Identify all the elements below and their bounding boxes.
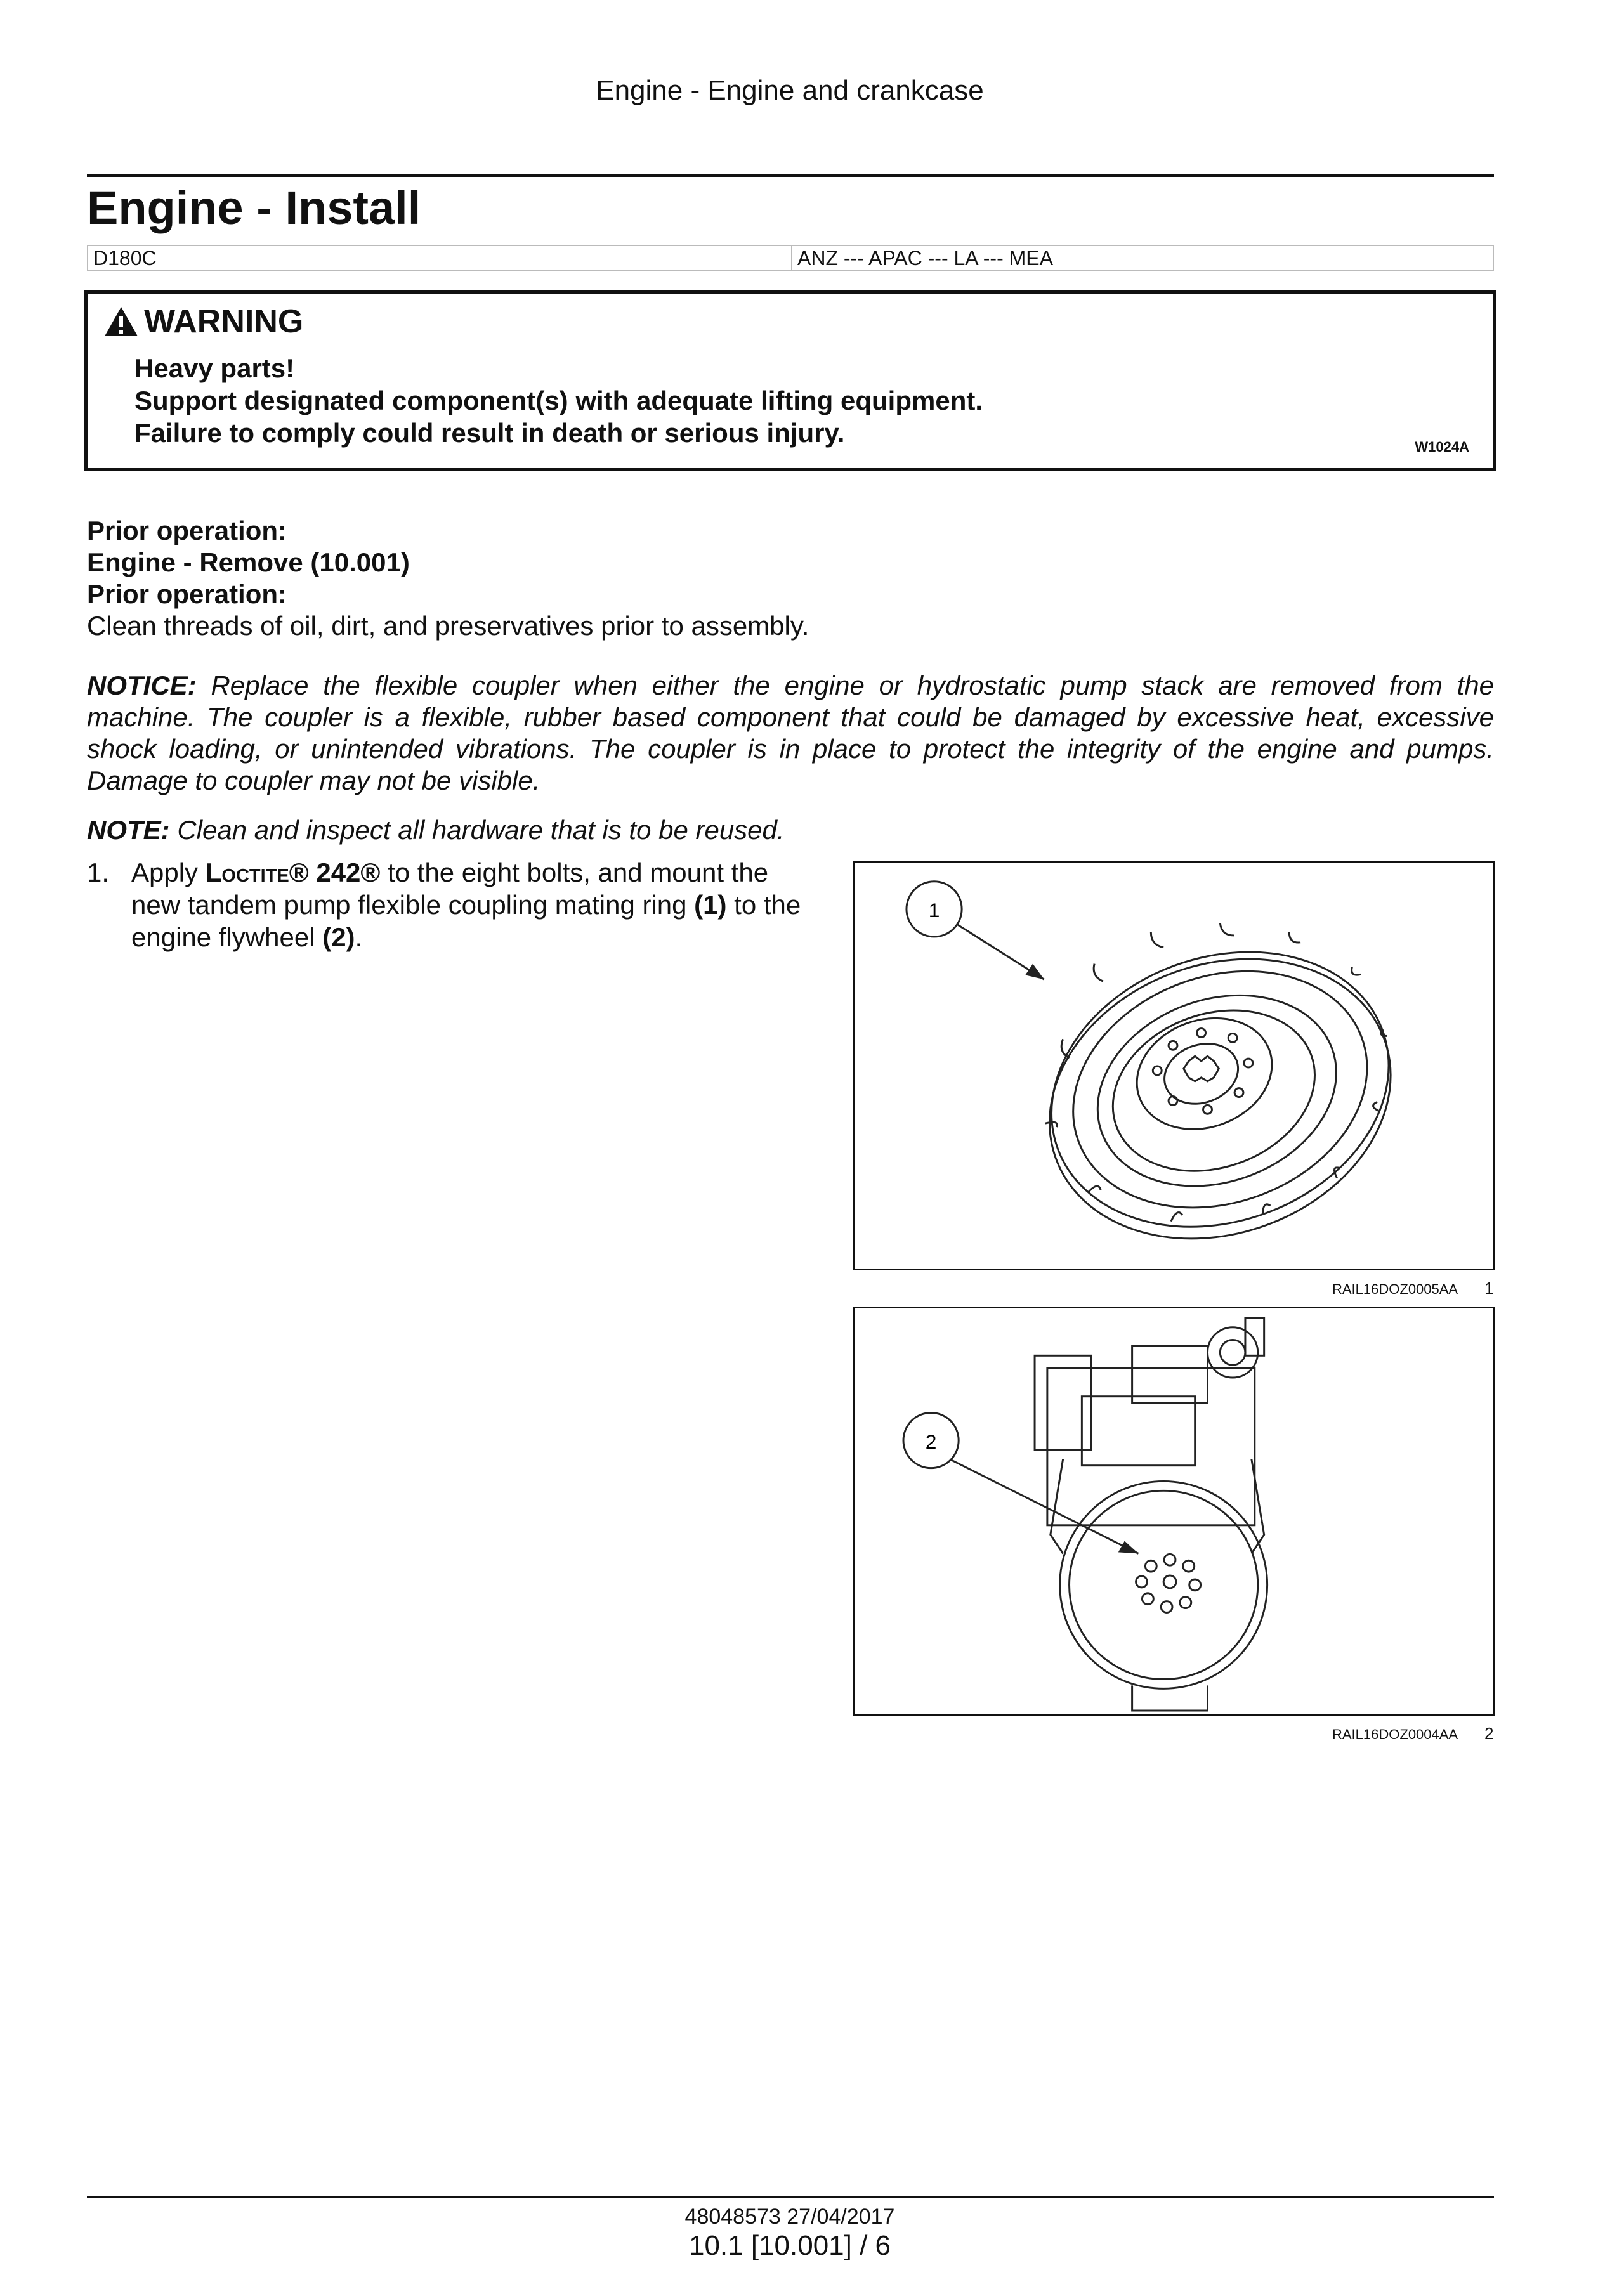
model-table	[87, 245, 1494, 271]
reference-1: (1)	[694, 890, 727, 920]
warning-triangle-icon	[103, 306, 139, 337]
step-text: Apply Loctite® 242® to the eight bolts, and mount the new tandem pump flexible coupling mating ring (1) to the engine flywheel (2).	[131, 858, 801, 952]
notice-paragraph	[87, 670, 1494, 797]
warning-heading	[103, 303, 303, 341]
warning-line: Failure to comply could result in death or serious injury.	[134, 418, 845, 448]
figure-2-number: 2	[1484, 1724, 1494, 1743]
figure-1-code: RAIL16DOZ0005AA	[1332, 1281, 1458, 1297]
prior-label: Prior operation:	[87, 579, 287, 609]
product-name: Loctite® 242®	[205, 858, 381, 887]
model-cell: D180C	[88, 246, 792, 270]
figure-1-number: 1	[1484, 1279, 1494, 1298]
figure-2-code: RAIL16DOZ0004AA	[1332, 1726, 1458, 1742]
coupling-ring-illustration	[855, 863, 1493, 1269]
step-number: 1.	[87, 858, 110, 887]
footer-doc-number: 48048573 27/04/2017	[684, 2205, 895, 2229]
figure-2-engine-flywheel	[853, 1307, 1495, 1716]
prior-text: Clean threads of oil, dirt, and preservatives prior to assembly.	[87, 611, 809, 641]
notice-label: NOTICE:	[87, 670, 197, 700]
prior-operations	[87, 515, 809, 642]
warning-line: Heavy parts!	[134, 353, 295, 383]
engine-illustration	[855, 1308, 1493, 1714]
notice-text: Replace the flexible coupler when either the engine or hydrostatic pump stack are removed from the machine. The coupler is a flexible, rubber based component that could be damaged by excessive heat, excessive shock loading, or unintended vibrations. The coupler is in place to protect the integrity of the engine and pumps. Damage to coupler may not be visible.	[87, 670, 1495, 795]
bottom-rule	[87, 2196, 1494, 2198]
regions-cell: ANZ --- APAC --- LA --- MEA	[797, 246, 1053, 270]
note-label: NOTE:	[87, 815, 170, 845]
page-title: Engine - Install	[87, 181, 421, 234]
reference-2: (2)	[322, 922, 355, 952]
section-header: Engine - Engine and crankcase	[596, 75, 984, 106]
figure-1-coupling-ring	[853, 861, 1495, 1270]
note-text: Clean and inspect all hardware that is to be reused.	[177, 815, 785, 845]
figure-1-callout: 1	[928, 899, 940, 922]
note-paragraph	[87, 815, 785, 845]
footer-page-number: 10.1 [10.001] / 6	[688, 2230, 891, 2261]
top-rule	[87, 174, 1494, 177]
figure-2-callout: 2	[925, 1430, 937, 1453]
prior-label: Prior operation:	[87, 516, 287, 545]
warning-line: Support designated component(s) with adequate lifting equipment.	[134, 386, 983, 415]
warning-label: WARNING	[144, 303, 304, 340]
warning-text	[134, 352, 983, 449]
warning-code: W1024A	[1415, 439, 1469, 455]
warning-box	[84, 290, 1496, 471]
prior-reference-link[interactable]: Engine - Remove (10.001)	[87, 547, 410, 577]
